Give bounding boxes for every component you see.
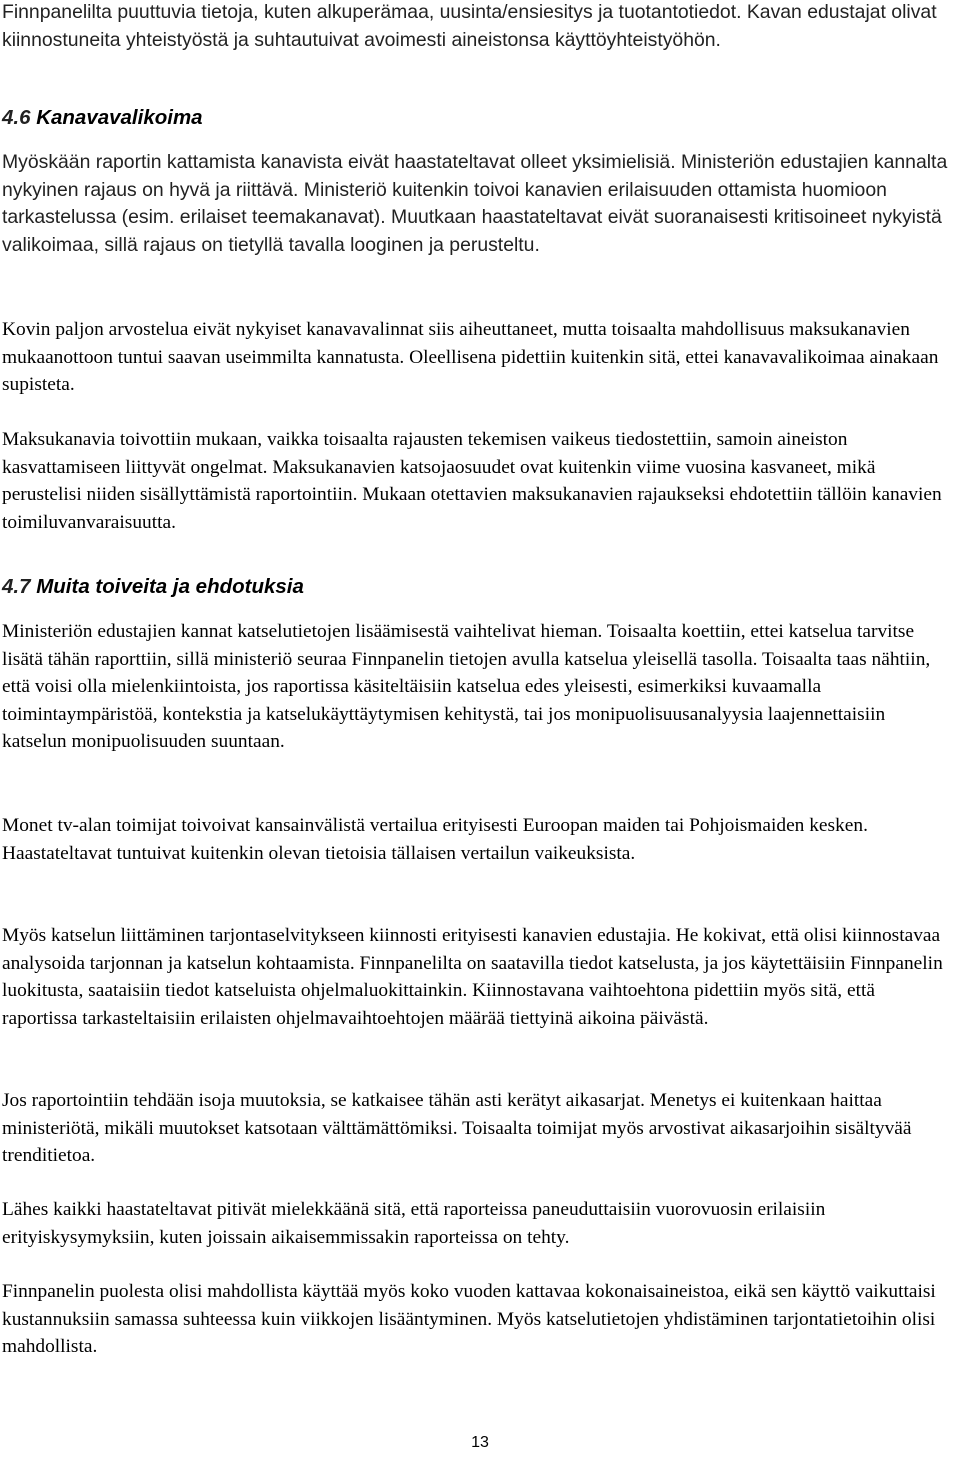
section-number: 4.6 (2, 106, 31, 129)
paragraph: Maksukanavia toivottiin mukaan, vaikka toisaalta rajausten tekemisen vaikeus tiedostettiin, samoin aineiston kasvattamiseen liittyvät ongelmat. Maksukanavien katsojaosuudet ovat kuitenkin viime vuosina kasvaneet, mikä perustelisi niiden sisällyttämistä raportointiin. Mukaan otettavien maksukanavien rajaukseksi ehdotettiin tällöin kanavien toimiluvanvaraisuutta. (2, 429, 942, 533)
page-number: 13 (471, 1434, 489, 1451)
paragraph: Monet tv-alan toimijat toivoivat kansainvälistä vertailua erityisesti Euroopan maiden tai Pohjoismaiden kesken. Haastateltavat tuntuivat kuitenkin olevan tietoisia tällaisen vertailun vaikeuksista. (2, 815, 868, 864)
section-title: Kanavavalikoima (36, 106, 203, 129)
paragraph: Myöskään raportin kattamista kanavista eivät haastateltavat olleet yksimielisiä. Ministeriön edustajien kannalta nykyinen rajaus on hyvä ja riittävä. Ministeriö kuitenkin toivoi kanavien erilaisuuden ottamista huomioon tarkastelussa (esim. erilaiset teemakanavat). Muutkaan haastateltavat eivät suoranaisesti kritisoineet nykyistä valikoimaa, sillä rajaus on tietyllä tavalla looginen ja perusteltu. (2, 151, 948, 256)
intro-paragraph: Finnpanelilta puuttuvia tietoja, kuten alkuperämaa, uusinta/ensiesitys ja tuotantotiedot. Kavan edustajat olivat kiinnostuneita yhteistyöstä ja suhtautuivat avoimesti aineistonsa käyttöyhteistyöhön. (2, 1, 937, 51)
paragraph: Ministeriön edustajien kannat katselutietojen lisäämisestä vaihtelivat hieman. Toisaalta koettiin, ettei katselua tarvitse lisätä tähän raporttiin, sillä ministeriö seuraa Finnpanelin tietojen avulla katselua yleisellä tasolla. Toisaalta taas nähtiin, että voisi olla mielenkiintoista, jos raportissa käsiteltäisiin katselua edes yleisesti, esimerkiksi kuvaamalla toimintaympäristöä, kontekstia ja katselukäyttäytymisen kehitystä, tai jos monipuolisuusanalyysia laajennettaisiin katselun monipuolisuuden suuntaan. (2, 621, 931, 753)
section-heading-4-6 (2, 104, 954, 132)
section-heading-4-7 (2, 573, 954, 601)
section-number: 4.7 (2, 575, 31, 598)
paragraph: Kovin paljon arvostelua eivät nykyiset kanavavalinnat siis aiheuttaneet, mutta toisaalta mahdollisuus maksukanavien mukaanottoon tuntui saavan useimmilta kannatusta. Oleellisena pidettiin kuitenkin sitä, ettei kanavavalikoimaa ainakaan supisteta. (2, 319, 939, 396)
paragraph: Lähes kaikki haastateltavat pitivät mielekkäänä sitä, että raporteissa paneuduttaisiin vuorovuosin erilaisiin erityiskysymyksiin, kuten joissain aikaisemmissakin raporteissa on tehty. (2, 1199, 826, 1248)
paragraph: Finnpanelin puolesta olisi mahdollista käyttää myös koko vuoden kattavaa kokonaisaineistoa, eikä sen käyttö vaikuttaisi kustannuksiin samassa suhteessa kuin viikkojen lisääntyminen. Myös katselutietojen yhdistäminen tarjontatietoihin olisi mahdollista. (2, 1281, 936, 1358)
section-title: Muita toiveita ja ehdotuksia (36, 575, 304, 598)
paragraph: Myös katselun liittäminen tarjontaselvitykseen kiinnosti erityisesti kanavien edustajia. He kokivat, että olisi kiinnostavaa analysoida tarjonnan ja katselun kohtaamista. Finnpanelilta on saatavilla tiedot katselusta, ja jos käytettäisiin Finnpanelin luokitusta, saataisiin tiedot katseluista ohjelmaluokittainkin. Kiinnostavana vaihtoehtona pidettiin myös sitä, että raportissa tarkasteltaisiin erilaisten ohjelmavaihtoehtojen määrää tiettyinä aikoina päivästä. (2, 925, 943, 1029)
paragraph: Jos raportointiin tehdään isoja muutoksia, se katkaisee tähän asti kerätyt aikasarjat. Menetys ei kuitenkaan haittaa ministeriötä, mikäli muutokset katsotaan välttämättömiksi. Toisaalta toimijat myös arvostivat aikasarjoihin sisältyvää trenditietoa. (2, 1090, 912, 1167)
